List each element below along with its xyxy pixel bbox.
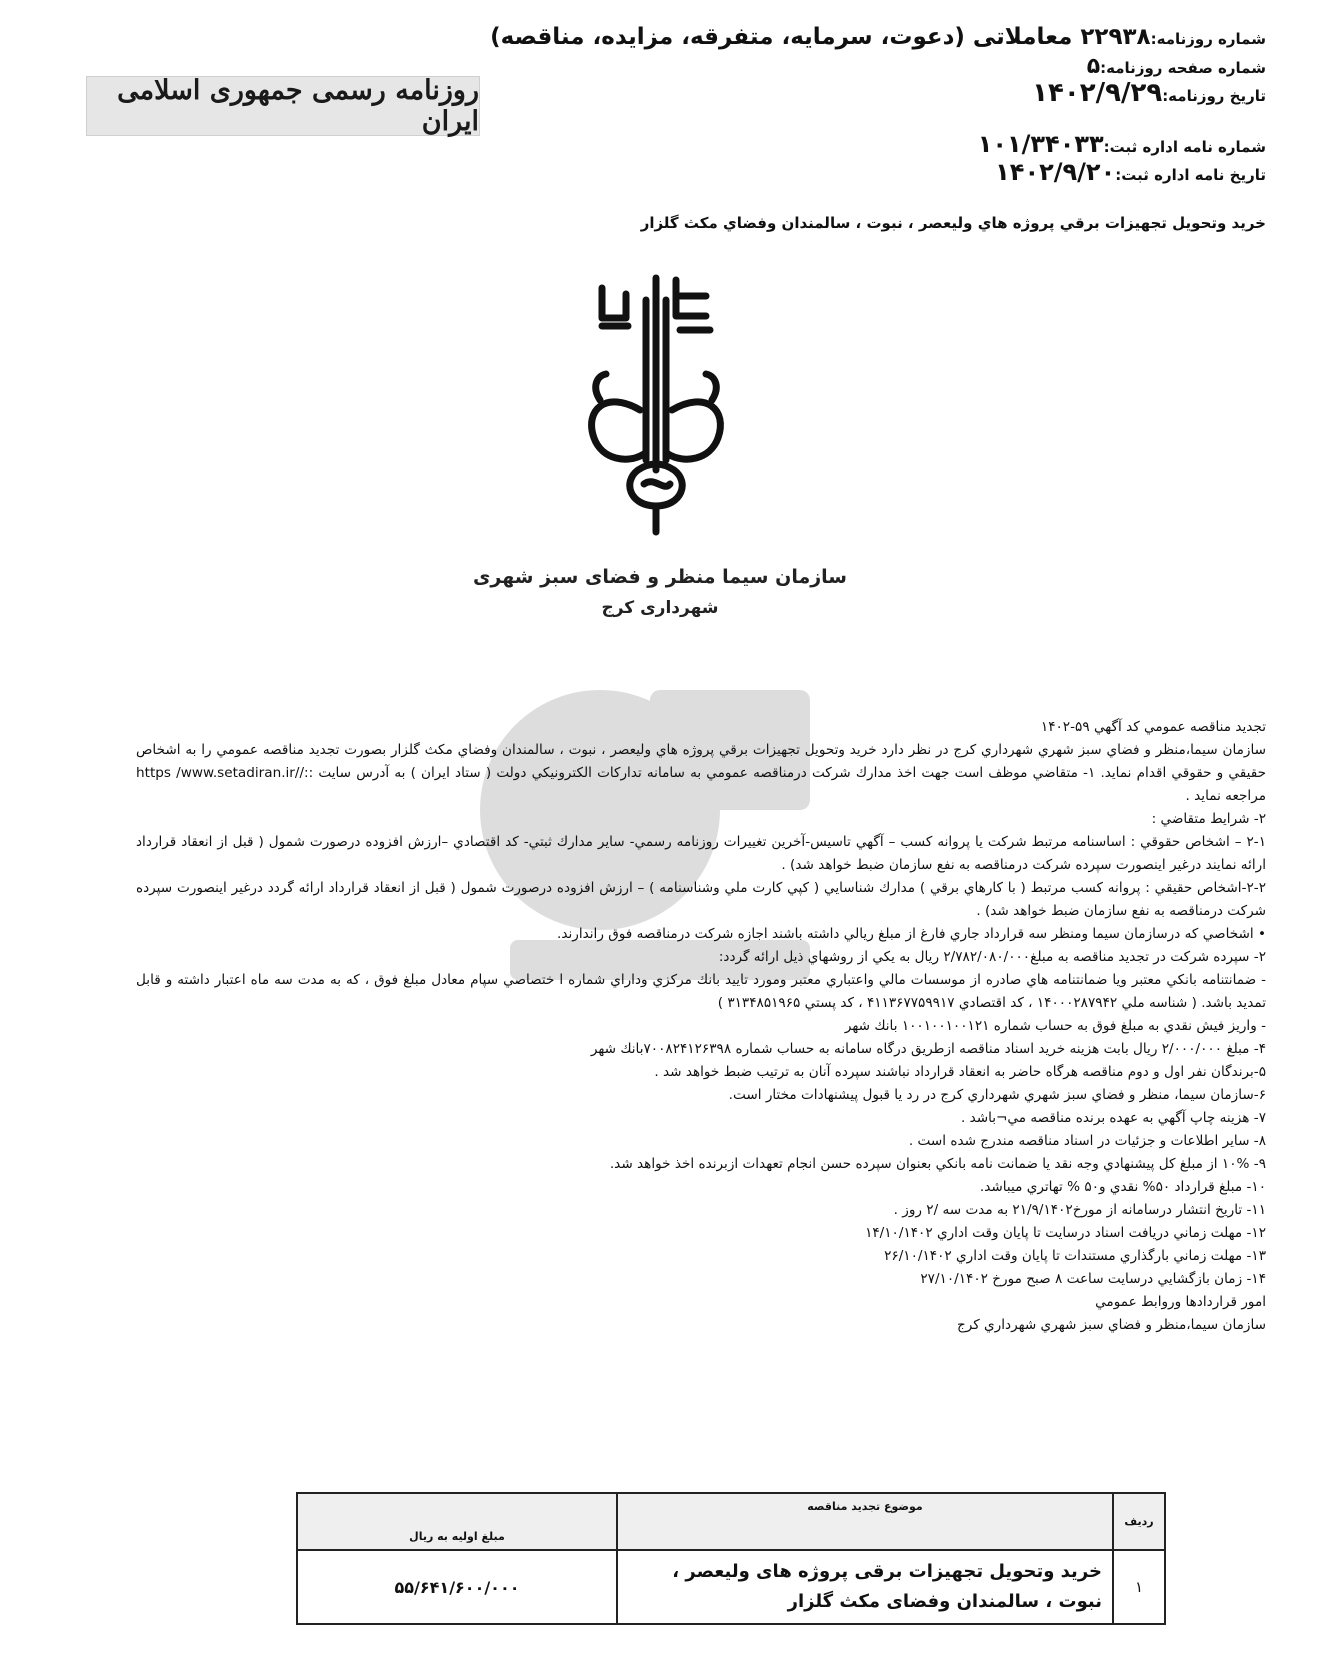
opening-time-clause: ۱۴- زمان بازگشايي درسايت ساعت ۸ صبح مورخ ۲۷/۱۰/۱۴۰۲ bbox=[920, 1271, 1266, 1287]
notice-code-line: تجديد مناقصه عمومي كد آگهي ۵۹-۱۴۰۲ bbox=[1040, 719, 1266, 735]
organization-logo-icon bbox=[566, 270, 746, 540]
payment-terms-clause: ۱۰- مبلغ قرارداد ۵۰% نقدي و۵۰ % تهاتري ميباشد. bbox=[979, 1179, 1266, 1195]
notice-headline: خريد وتحويل تجهيزات برقي پروژه هاي وليعصر ، نبوت ، سالمندان وفضاي مكث گلزار bbox=[640, 214, 1266, 232]
winners-clause: ۵-برندگان نفر اول و دوم مناقصه هرگاه حاضر به انعقاد قرارداد نباشند سپرده آنان به ترتيب ضبط خواهد شد . bbox=[654, 1064, 1266, 1080]
notice-intro-paragraph: سازمان سيما،منظر و فضاي سبز شهري شهرداري كرج در نظر دارد خريد وتحويل تجهيزات برقي پروژه هاي وليعصر ، نبوت ، سالمندان وفضاي مكث گلزار بصورت تجديد مناقصه عمومي را به اشخاص حقيقي و حقوقي اقدام نمايد. ۱- متقاضي موظف است جهت اخذ مدارك شركت درمناقصه عمومي به سامانه تداركات الكترونيكي دولت ( ستاد ايران ) به آدرس سايت :://https /www.setadiran.ir مراجعه نمايد . bbox=[136, 742, 1266, 804]
official-gazette-banner bbox=[86, 76, 480, 136]
issue-date-label: تاریخ روزنامه: bbox=[1162, 87, 1266, 105]
issue-date bbox=[1032, 78, 1266, 108]
issue-date-value: ۱۴۰۲/۹/۲۹ bbox=[1032, 78, 1163, 108]
header-subject: موضوع تجديد مناقصه bbox=[617, 1493, 1113, 1550]
document-deadline-clause: ۱۲- مهلت زماني دريافت اسناد درسايت تا پايان وقت اداري ۱۴/۱۰/۱۴۰۲ bbox=[865, 1225, 1266, 1241]
performance-bond-clause: ۹- ۱۰% از مبلغ كل پيشنهادي وجه نقد يا ضمانت نامه بانكي بعنوان سپرده حسن انجام تعهدات ازبرنده اخذ خواهد شد. bbox=[609, 1156, 1266, 1172]
organization-city: شهرداری کرج bbox=[601, 598, 719, 618]
header-initial-amount: مبلغ اوليه به ريال bbox=[297, 1493, 617, 1550]
deposit-amount-line: ۲- سپرده شركت در تجديد مناقصه به مبلغ۲/۷۸۲/۰۸۰/۰۰۰ ريال به يكي از روشهاي ذيل ارائه گردد: bbox=[718, 949, 1266, 965]
upload-deadline-clause: ۱۳- مهلت زماني بارگذاري مستندات تا پايان وقت اداري ۲۶/۱۰/۱۴۰۲ bbox=[884, 1248, 1266, 1264]
deposit-cash-line: - واريز فيش نقدي به مبلغ فوق به حساب شماره ۱۰۰۱۰۰۱۰۰۱۲۱ بانك شهر bbox=[844, 1018, 1266, 1034]
conditions-heading: ۲- شرايط متقاضي : bbox=[1151, 811, 1266, 827]
page-number-value: ۵ bbox=[1086, 54, 1101, 79]
registration-date-label: تاریخ نامه اداره ثبت: bbox=[1115, 166, 1266, 184]
condition-legal-entities: ۲-۱ – اشخاص حقوقي : اساسنامه مرتبط شركت يا پروانه كسب – آگهي تاسيس-آخرين تغييرات روزنامه رسمي- ساير مدارك ثبتي- كد اقتصادي –ارزش افزوده درصورت شمول ( قبل از انعقاد قرارداد ارائه نمايند درغير اينصورت سپرده شركت درمناقصه به نفع سازمان ضبط خواهد شد) . bbox=[136, 834, 1266, 873]
registration-letter-date bbox=[995, 158, 1266, 186]
rejection-clause: ۶-سازمان سيما، منظر و فضاي سبز شهري شهرداري كرج در رد يا قبول پيشنهادات مختار است. bbox=[728, 1087, 1266, 1103]
table-row bbox=[297, 1550, 1165, 1624]
header-row-number: رديف bbox=[1113, 1493, 1165, 1550]
registration-letter-value: ۱۰۱/۳۴۰۳۳ bbox=[977, 130, 1104, 158]
print-cost-clause: ۷- هزينه چاپ آگهي به عهده برنده مناقصه مي¬باشد . bbox=[960, 1110, 1266, 1126]
issue-number bbox=[490, 24, 1266, 50]
tender-table bbox=[296, 1492, 1166, 1625]
condition-contract-limit: • اشخاصي كه درسازمان سيما ومنظر سه قرارداد جاري فارغ از مبلغ ريالي داشته باشند اجازه شركت درمناقصه فوق راندارند. bbox=[557, 926, 1266, 942]
row-amount: ۵۵/۶۴۱/۶۰۰/۰۰۰ bbox=[297, 1550, 617, 1624]
registration-date-value: ۱۴۰۲/۹/۲۰ bbox=[995, 158, 1116, 186]
official-gazette-title: روزنامه رسمی جمهوری اسلامی ایران bbox=[117, 75, 479, 137]
page-number-label: شماره صفحه روزنامه: bbox=[1100, 59, 1266, 77]
issue-number-label: شماره روزنامه: bbox=[1150, 30, 1266, 48]
condition-natural-persons: ۲-۲-اشخاص حقيقي : پروانه كسب مرتبط ( با كارهاي برقي ) مدارك شناسايي ( كپي كارت ملي وشناسنامه ) – ارزش افزوده درصورت شمول ( قبل از انعقاد قرارداد ارائه گردد درغير اينصورت سپرده شركت درمناقصه به نفع سازمان ضبط خواهد شد) . bbox=[136, 880, 1266, 919]
registration-letter-number bbox=[978, 130, 1266, 158]
organization-name: سازمان سیما منظر و فضای سبز شهری bbox=[473, 566, 847, 588]
signature-department: امور قراردادها وروابط عمومي bbox=[1095, 1294, 1266, 1310]
document-fee-line: ۴- مبلغ ۲/۰۰۰/۰۰۰ ريال بابت هزينه خريد اسناد مناقصه ازطريق درگاه سامانه به حساب شماره ۷۰۰۸۲۴۱۲۶۳۹۸بانك شهر bbox=[590, 1041, 1266, 1057]
publish-date-clause: ۱۱- تاريخ انتشار درسامانه از مورخ۲۱/۹/۱۴۰۲ به مدت سه /۲ روز . bbox=[893, 1202, 1266, 1218]
signature-organization: سازمان سيما،منظر و فضاي سبز شهري شهرداري كرج bbox=[956, 1317, 1266, 1333]
tender-table-header bbox=[297, 1493, 1165, 1550]
registration-letter-label: شماره نامه اداره ثبت: bbox=[1103, 138, 1266, 156]
issue-number-value: ۲۲۹۳۸ معاملاتی (دعوت، سرمایه، متفرقه، مزایده، مناقصه) bbox=[490, 24, 1151, 50]
row-number: ۱ bbox=[1113, 1550, 1165, 1624]
deposit-guarantee-line: - ضمانتنامه بانكي معتبر ويا ضمانتنامه هاي صادره از موسسات مالي واعتباري معتبر ومورد تاييد بانك مركزي وداراي شماره ا ختصاصي سپام معادل مبلغ فوق ، كه به مدت سه ماه اعتبار داشته و قابل تمديد باشد. ( شناسه ملي ۱۴۰۰۰۲۸۷۹۴۲ ، كد اقتصادي ۴۱۱۳۶۷۷۵۹۹۱۷ ، كد پستي ۳۱۳۴۸۵۱۹۶۵ ) bbox=[136, 972, 1266, 1011]
details-clause: ۸- ساير اطلاعات و جزئيات در اسناد مناقصه مندرج شده است . bbox=[908, 1133, 1266, 1149]
notice-body bbox=[136, 716, 1266, 1337]
row-subject: خرید وتحویل تجهیزات برقی پروژه های ولیعصر ، نبوت ، سالمندان وفضای مکث گلزار bbox=[617, 1550, 1113, 1624]
page-number bbox=[1087, 54, 1266, 79]
